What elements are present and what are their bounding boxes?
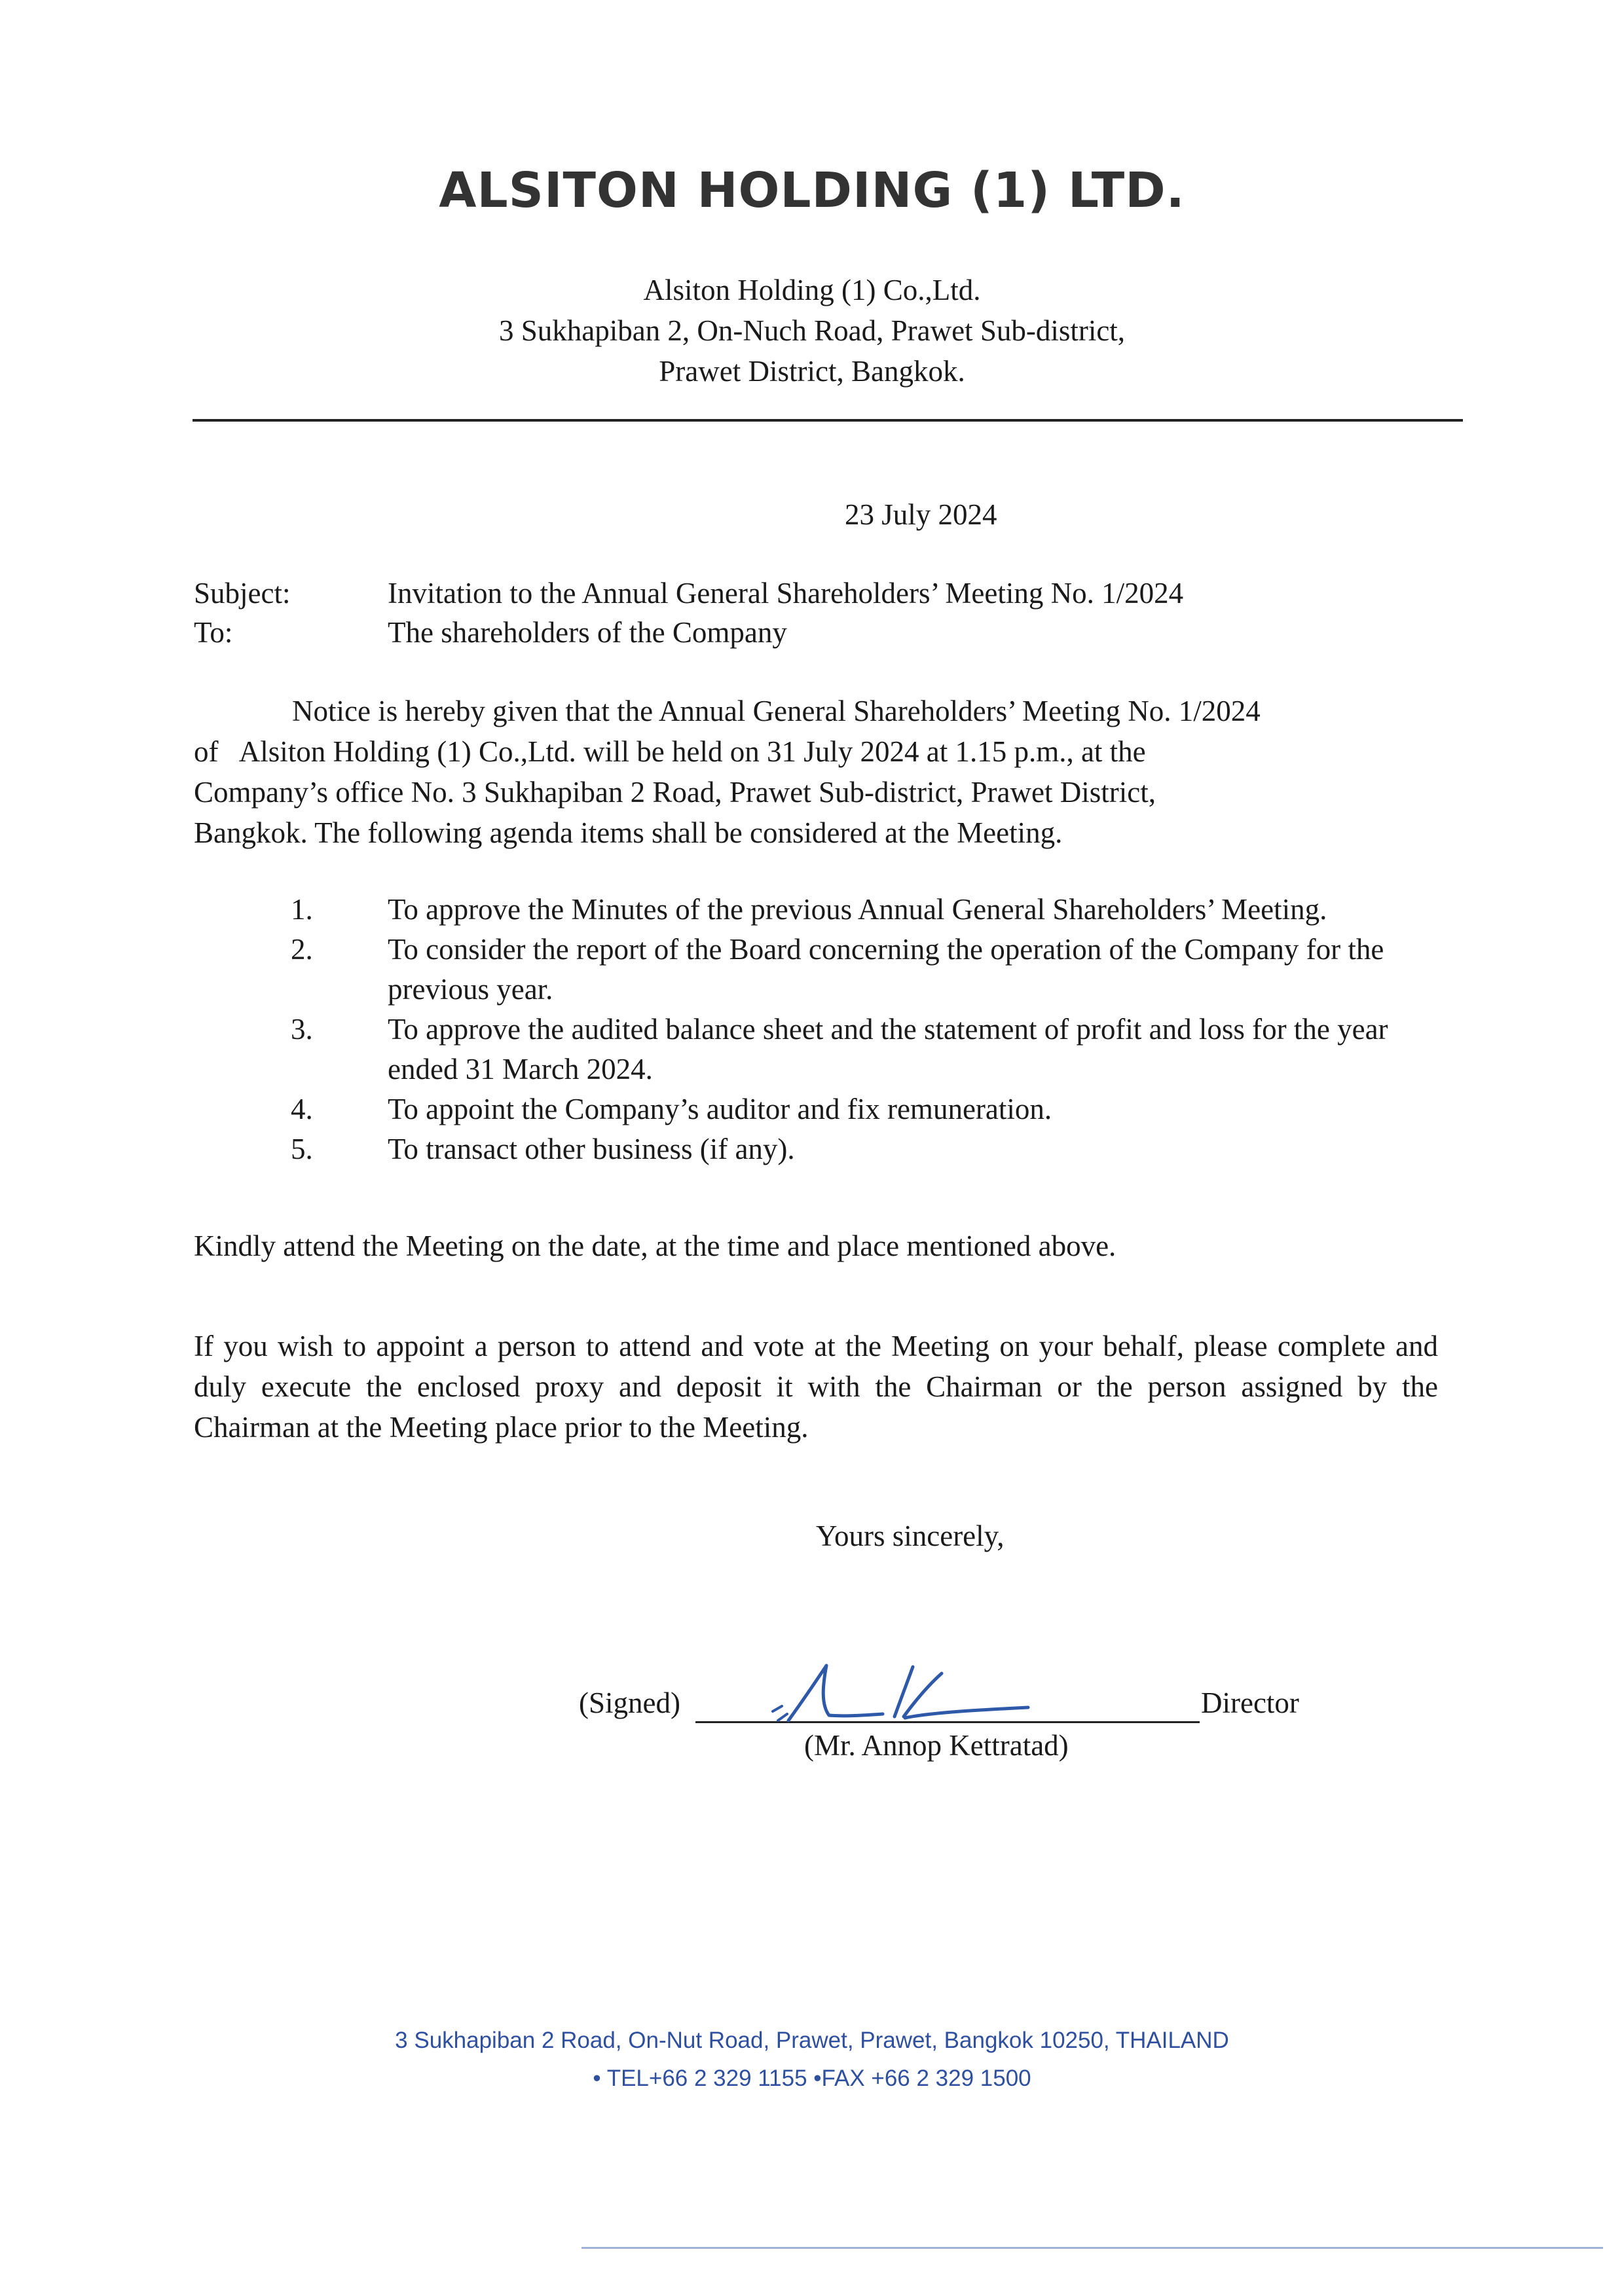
agenda-text: To approve the audited balance sheet and the statement of profit and loss for the year ended 31 March 2024. — [388, 1013, 1388, 1085]
agenda-number: 5. — [291, 1133, 313, 1165]
agenda-item — [194, 1089, 1438, 1129]
agenda-number: 2. — [291, 933, 313, 966]
address-line: Prawet District, Bangkok. — [659, 355, 965, 388]
company-name: ALSITON HOLDING (1) LTD. — [439, 162, 1185, 219]
footer-contact: • TEL+66 2 329 1155 •FAX +66 2 329 1500 — [593, 2066, 1031, 2091]
agenda-item — [194, 890, 1438, 930]
agenda-number: 4. — [291, 1093, 313, 1125]
agenda-item — [194, 930, 1438, 1010]
intro-line: Bangkok. The following agenda items shall be considered at the Meeting. — [194, 816, 1063, 849]
proxy-paragraph: If you wish to appoint a person to attend and vote at the Meeting on your behalf, please complete and duly execute the enclosed proxy and deposit it with the Chairman or the person assigned by the Chairman at the Meeting place prior to the Meeting. — [194, 1330, 1438, 1444]
letter-date: 23 July 2024 — [845, 498, 997, 531]
footer-address: 3 Sukhapiban 2 Road, On-Nut Road, Prawet, Prawet, Bangkok 10250, THAILAND — [395, 2028, 1229, 2053]
intro-paragraph — [194, 691, 1438, 853]
bottom-border-line — [581, 2247, 1603, 2249]
attend-paragraph: Kindly attend the Meeting on the date, at the time and place mentioned above. — [194, 1230, 1116, 1262]
agenda-text: To transact other business (if any). — [388, 1133, 795, 1165]
intro-line: of Alsiton Holding (1) Co.,Ltd. will be held on 31 July 2024 at 1.15 p.m., at the — [194, 735, 1146, 768]
agenda-item — [194, 1129, 1438, 1169]
agenda-number: 1. — [291, 893, 313, 926]
subject-label: Subject: — [194, 577, 291, 610]
header-divider — [193, 419, 1463, 422]
agenda-item — [194, 1010, 1438, 1089]
to-text: The shareholders of the Company — [388, 616, 787, 649]
agenda-number: 3. — [291, 1013, 313, 1046]
agenda-text: To appoint the Company’s auditor and fix remuneration. — [388, 1093, 1052, 1125]
address-line: Alsiton Holding (1) Co.,Ltd. — [643, 274, 981, 306]
handwritten-signature — [766, 1658, 1041, 1730]
to-label: To: — [194, 616, 233, 649]
closing: Yours sincerely, — [816, 1520, 1005, 1552]
agenda-text: To consider the report of the Board concerning the operation of the Company for the previous year. — [388, 933, 1384, 1006]
intro-line: Notice is hereby given that the Annual General Shareholders’ Meeting No. 1/2024 — [292, 695, 1261, 727]
signer-name: (Mr. Annop Kettratad) — [804, 1729, 1069, 1762]
intro-line: Company’s office No. 3 Sukhapiban 2 Road, Prawet Sub-district, Prawet District, — [194, 776, 1156, 809]
signer-title: Director — [1201, 1686, 1299, 1719]
address-line: 3 Sukhapiban 2, On-Nuch Road, Prawet Sub-district, — [498, 314, 1126, 347]
agenda-list — [194, 890, 1438, 1169]
signed-label: (Signed) — [579, 1686, 680, 1719]
agenda-text: To approve the Minutes of the previous Annual General Shareholders’ Meeting. — [388, 893, 1327, 926]
company-address — [0, 270, 1624, 392]
footer — [0, 2022, 1624, 2098]
subject-text: Invitation to the Annual General Shareholders’ Meeting No. 1/2024 — [388, 577, 1184, 610]
